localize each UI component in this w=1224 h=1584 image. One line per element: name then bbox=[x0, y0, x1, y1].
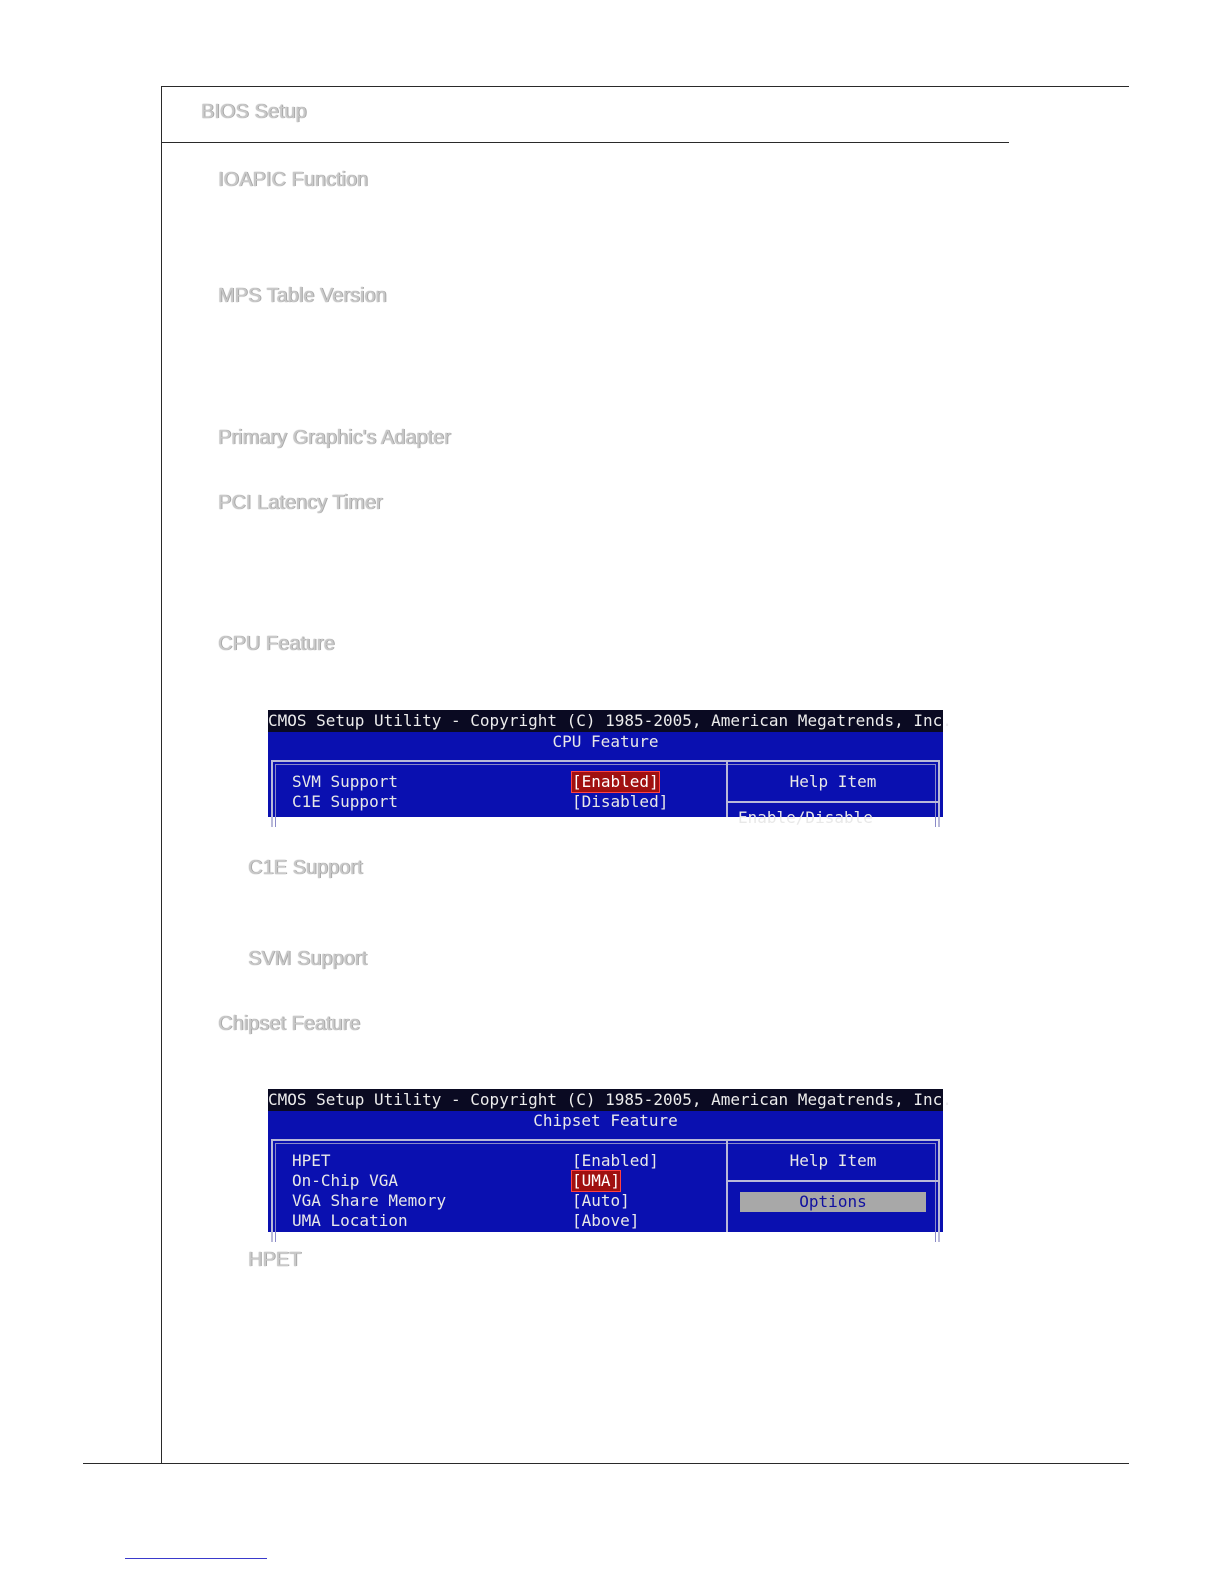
bios-item-label[interactable]: C1E Support bbox=[292, 792, 398, 811]
bios-help-title: Help Item bbox=[789, 1151, 877, 1170]
footer-link-underline bbox=[125, 1558, 267, 1559]
bios-item-value[interactable]: [UMA] bbox=[572, 1171, 621, 1190]
bios-item-label[interactable]: HPET bbox=[292, 1151, 331, 1170]
bios-help-title: Help Item bbox=[789, 772, 877, 791]
bios-item-label[interactable]: VGA Share Memory bbox=[292, 1191, 447, 1210]
bios-item-label[interactable]: UMA Location bbox=[292, 1211, 408, 1230]
header-rule bbox=[161, 142, 1009, 143]
page-left-rule bbox=[161, 86, 162, 1464]
heading-mps-table-version: MPS Table Version bbox=[218, 285, 387, 307]
bios-item-value[interactable]: [Enabled] bbox=[572, 1151, 659, 1170]
heading-cpu-feature: CPU Feature bbox=[218, 633, 335, 655]
heading-pci-latency-timer: PCI Latency Timer bbox=[218, 492, 383, 514]
bios-item-value[interactable]: [Above] bbox=[572, 1211, 640, 1230]
heading-c1e-support: C1E Support bbox=[248, 857, 363, 879]
bios-item-label[interactable]: On-Chip VGA bbox=[292, 1171, 398, 1190]
heading-svm-support: SVM Support bbox=[248, 948, 367, 970]
bios-help-rule bbox=[728, 1180, 938, 1182]
page-top-rule bbox=[161, 86, 1129, 87]
bios-screen-title: CPU Feature bbox=[552, 732, 659, 751]
heading-primary-graphics-adapter: Primary Graphic's Adapter bbox=[218, 427, 451, 449]
heading-hpet: HPET bbox=[248, 1249, 302, 1271]
bios-screen-cpu-feature bbox=[268, 710, 952, 827]
bios-screen-title: Chipset Feature bbox=[533, 1111, 678, 1130]
bios-item-value[interactable]: [Enabled] bbox=[572, 772, 659, 791]
bios-copyright-bar: CMOS Setup Utility - Copyright (C) 1985-2005, American Megatrends, Inc. bbox=[268, 711, 952, 730]
bios-help-rule bbox=[728, 801, 938, 803]
heading-ioapic-function: IOAPIC Function bbox=[218, 169, 369, 191]
heading-chipset-feature: Chipset Feature bbox=[218, 1013, 361, 1035]
bios-item-value[interactable]: [Auto] bbox=[572, 1191, 630, 1210]
bios-help-text: Enable/Disable bbox=[738, 808, 873, 827]
page-header-title: BIOS Setup bbox=[201, 101, 307, 123]
bios-item-value[interactable]: [Disabled] bbox=[572, 792, 669, 811]
bios-screen-chipset-feature bbox=[268, 1089, 952, 1232]
bios-copyright-bar: CMOS Setup Utility - Copyright (C) 1985-2005, American Megatrends, Inc. bbox=[268, 1090, 952, 1109]
bios-item-label[interactable]: SVM Support bbox=[292, 772, 398, 791]
page-bottom-rule bbox=[83, 1463, 1129, 1464]
bios-options-bar: Options bbox=[740, 1192, 926, 1212]
